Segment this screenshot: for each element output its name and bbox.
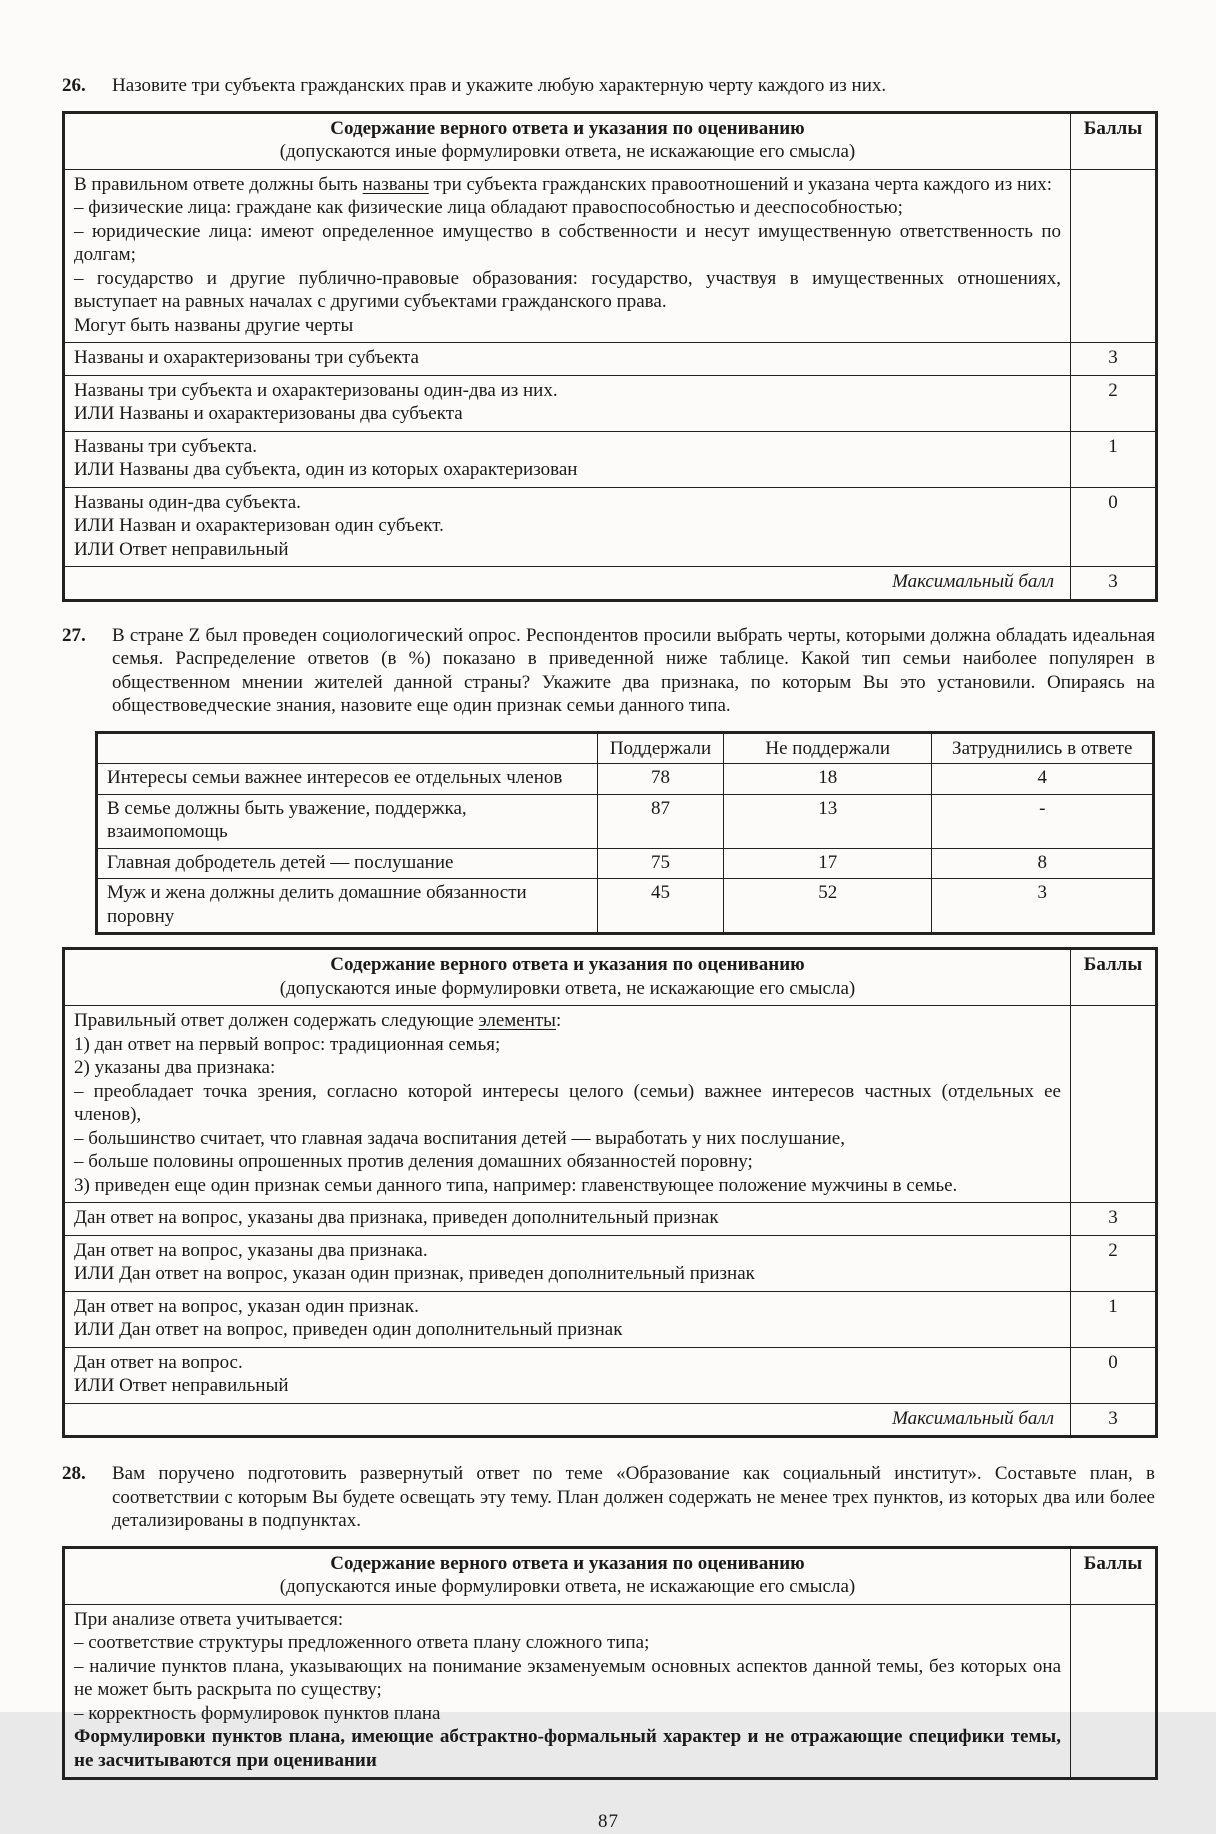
answer-item: При анализе ответа учитывается:: [74, 1608, 344, 1630]
criteria-line: ИЛИ Дан ответ на вопрос, указан один признак, приведен дополнительный признак: [74, 1263, 755, 1284]
survey-value: 78: [598, 764, 724, 795]
scoring-table-q26-header: [64, 112, 1157, 169]
criteria-row: [64, 431, 1157, 487]
criteria-text: [64, 375, 1071, 431]
survey-header-row: [97, 732, 1154, 764]
underlined-term: названы: [362, 173, 429, 195]
survey-column-header: Поддержали: [598, 732, 724, 764]
score-value: 1: [1071, 431, 1157, 487]
survey-row: [97, 794, 1154, 848]
survey-row-label: Интересы семьи важнее интересов ее отдельных членов: [97, 764, 598, 795]
criteria-row: [64, 1203, 1157, 1236]
answer-item: – соответствие структуры предложенного ответа плану сложного типа;: [74, 1632, 650, 1653]
criteria-text: [64, 343, 1071, 376]
question-27-number: 27.: [62, 624, 86, 646]
criteria-row: [64, 375, 1157, 431]
answer-item: – наличие пунктов плана, указывающих на понимание экзаменуемым основных аспектов данной темы, без которых она не может быть раскрыта по существу;: [74, 1655, 1061, 1700]
criteria-line: Названы три субъекта.: [74, 435, 258, 457]
page-number: 87: [598, 1811, 619, 1832]
criteria-line: Дан ответ на вопрос, указан один признак.: [74, 1295, 419, 1317]
criteria-row: [64, 1291, 1157, 1347]
survey-value: 18: [723, 764, 931, 795]
survey-row: [97, 764, 1154, 795]
survey-row-label: Муж и жена должны делить домашние обязанности поровну: [97, 879, 598, 934]
scoring-header-cell: [64, 112, 1071, 169]
answer-item: – юридические лица: имеют определенное имущество в собственности и несут имущественную ответственность по долгам;: [74, 220, 1061, 265]
criteria-line: Дан ответ на вопрос, указаны два признака, приведен дополнительный признак: [74, 1207, 719, 1228]
criteria-line: ИЛИ Ответ неправильный: [74, 1375, 289, 1396]
criteria-row: [64, 487, 1157, 567]
answer-item: – государство и другие публично-правовые образования: государство, участвуя в имущественных отношениях, выступает на равных началах с другими субъектами гражданского права.: [74, 267, 1061, 312]
survey-row: [97, 879, 1154, 934]
question-28: [62, 1462, 1155, 1533]
answer-intro-pre: В правильном ответе должны быть: [74, 173, 363, 195]
answer-content-cell: [64, 1006, 1071, 1203]
answer-item: Могут быть названы другие черты: [74, 314, 354, 336]
criteria-text: [64, 1347, 1071, 1403]
scoring-header-subtitle: (допускаются иные формулировки ответа, не искажающие его смысла): [279, 977, 856, 999]
survey-value: -: [932, 794, 1154, 848]
max-score-value: 3: [1071, 567, 1157, 601]
scoring-table-q28: [62, 1546, 1158, 1781]
score-value: 2: [1071, 1235, 1157, 1291]
scoring-header-title: Содержание верного ответа и указания по оцениванию: [330, 117, 805, 139]
criteria-text: [64, 1203, 1071, 1236]
scoring-table-q27-header: [64, 949, 1157, 1006]
scoring-table-q27: [62, 947, 1158, 1438]
scoring-table-q26: [62, 111, 1158, 602]
answer-item: 1) дан ответ на первый вопрос: традиционная семья;: [74, 1033, 501, 1055]
question-28-text: Вам поручено подготовить развернутый ответ по теме «Образование как социальный институт». Составьте план, в соответствии с которым Вы будете освещать эту тему. План должен содержать не менее трех пунктов, из которых два или более детализированы в подпунктах.: [112, 1463, 1155, 1531]
answer-item: 2) указаны два признака:: [74, 1057, 276, 1078]
score-value: 3: [1071, 1203, 1157, 1236]
survey-value: 87: [598, 794, 724, 848]
survey-value: 4: [932, 764, 1154, 795]
survey-row: [97, 848, 1154, 879]
max-score-row: [64, 1403, 1157, 1437]
survey-table: [95, 731, 1155, 936]
criteria-text: [64, 1235, 1071, 1291]
scoring-header-subtitle: (допускаются иные формулировки ответа, не искажающие его смысла): [279, 141, 856, 162]
score-cell-empty: [1071, 1006, 1157, 1203]
answer-intro: [74, 173, 1061, 197]
question-27: [62, 624, 1155, 718]
score-value: 3: [1071, 343, 1157, 376]
criteria-line: ИЛИ Названы два субъекта, один из которых охарактеризован: [74, 459, 578, 480]
scoring-header-title: Содержание верного ответа и указания по оцениванию: [330, 1552, 805, 1574]
score-cell-empty: [1071, 169, 1157, 343]
max-score-value: 3: [1071, 1403, 1157, 1437]
answer-content-row: [64, 169, 1157, 343]
underlined-term: элементы: [478, 1010, 556, 1031]
score-value: 0: [1071, 487, 1157, 567]
question-26-text: Назовите три субъекта гражданских прав и укажите любую характерную черту каждого из них.: [112, 75, 887, 96]
survey-row-label: Главная добродетель детей — послушание: [97, 848, 598, 879]
criteria-line: Названы и охарактеризованы три субъекта: [74, 347, 419, 368]
survey-value: 13: [723, 794, 931, 848]
question-26-number: 26.: [62, 75, 86, 96]
answer-intro-pre: Правильный ответ должен содержать следующие: [74, 1010, 479, 1031]
answer-item: – больше половины опрошенных против деления домашних обязанностей поровну;: [74, 1151, 753, 1172]
answer-intro-post: три субъекта гражданских правоотношений и указана черта каждого из них:: [428, 173, 1053, 195]
answer-content-row: [64, 1604, 1157, 1779]
survey-column-header: Не поддержали: [723, 732, 931, 764]
score-value: 0: [1071, 1347, 1157, 1403]
criteria-text: [64, 487, 1071, 567]
answer-content-row: [64, 1006, 1157, 1203]
score-column-header: Баллы: [1071, 949, 1157, 1006]
score-column-header: Баллы: [1071, 112, 1157, 169]
answer-content-cell: [64, 169, 1071, 343]
answer-item: 3) приведен еще один признак семьи данного типа, например: главенствующее положение мужчины в семье.: [74, 1174, 958, 1196]
question-28-number: 28.: [62, 1463, 86, 1484]
scoring-header-subtitle: (допускаются иные формулировки ответа, не искажающие его смысла): [279, 1576, 856, 1597]
answer-bold-note: Формулировки пунктов плана, имеющие абстрактно-формальный характер и не отражающие специфики темы, не засчитываются при оценивании: [74, 1726, 1061, 1771]
answer-item: – корректность формулировок пунктов плана: [74, 1702, 441, 1724]
question-27-text: В стране Z был проведен социологический опрос. Респондентов просили выбрать черты, которыми должна обладать идеальная семья. Распределение ответов (в %) показано в приведенной ниже таблице. Какой тип семьи наиболее популярен в общественном мнении жителей данной страны? Укажите два признака, по которым Вы это установили. Опираясь на обществоведческие знания, назовите еще один признак семьи данного типа.: [112, 624, 1155, 716]
question-26: [62, 74, 1155, 98]
answer-intro-post: :: [555, 1010, 562, 1031]
criteria-row: [64, 1347, 1157, 1403]
scoring-header-cell: [64, 949, 1071, 1006]
survey-column-header: Затруднились в ответе: [932, 732, 1154, 764]
criteria-line: Названы три субъекта и охарактеризованы один-два из них.: [74, 379, 558, 401]
answer-item: – физические лица: граждане как физические лица обладают правоспособностью и дееспособностью;: [74, 197, 903, 218]
answer-content-cell: [64, 1604, 1071, 1779]
criteria-text: [64, 431, 1071, 487]
criteria-line: Дан ответ на вопрос, указаны два признака.: [74, 1239, 428, 1261]
criteria-line: ИЛИ Названы и охарактеризованы два субъекта: [74, 403, 463, 424]
survey-row-label: В семье должны быть уважение, поддержка, взаимопомощь: [97, 794, 598, 848]
scoring-header-title: Содержание верного ответа и указания по оцениванию: [330, 954, 805, 975]
criteria-line: ИЛИ Назван и охарактеризован один субъект.: [74, 515, 444, 536]
survey-value: 45: [598, 879, 724, 934]
score-column-header: Баллы: [1071, 1547, 1157, 1604]
score-value: 2: [1071, 375, 1157, 431]
answer-intro: [74, 1009, 1061, 1033]
answer-item: – большинство считает, что главная задача воспитания детей — выработать у них послушание,: [74, 1127, 845, 1149]
criteria-line: Названы один-два субъекта.: [74, 491, 301, 513]
max-score-label: Максимальный балл: [64, 567, 1071, 601]
survey-value: 3: [932, 879, 1154, 934]
criteria-text: [64, 1291, 1071, 1347]
survey-header-empty: [97, 732, 598, 764]
max-score-row: [64, 567, 1157, 601]
scoring-header-cell: [64, 1547, 1071, 1604]
criteria-row: [64, 1235, 1157, 1291]
survey-value: 52: [723, 879, 931, 934]
score-cell-empty: [1071, 1604, 1157, 1779]
criteria-row: [64, 343, 1157, 376]
criteria-line: Дан ответ на вопрос.: [74, 1351, 243, 1373]
max-score-label: Максимальный балл: [64, 1403, 1071, 1437]
answer-item: – преобладает точка зрения, согласно которой интересы целого (семьи) важнее интересов частных (отдельных ее членов),: [74, 1080, 1061, 1125]
criteria-line: ИЛИ Дан ответ на вопрос, приведен один дополнительный признак: [74, 1319, 623, 1340]
criteria-line: ИЛИ Ответ неправильный: [74, 538, 289, 560]
survey-value: 8: [932, 848, 1154, 879]
survey-value: 75: [598, 848, 724, 879]
score-value: 1: [1071, 1291, 1157, 1347]
scoring-table-q28-header: [64, 1547, 1157, 1604]
survey-value: 17: [723, 848, 931, 879]
